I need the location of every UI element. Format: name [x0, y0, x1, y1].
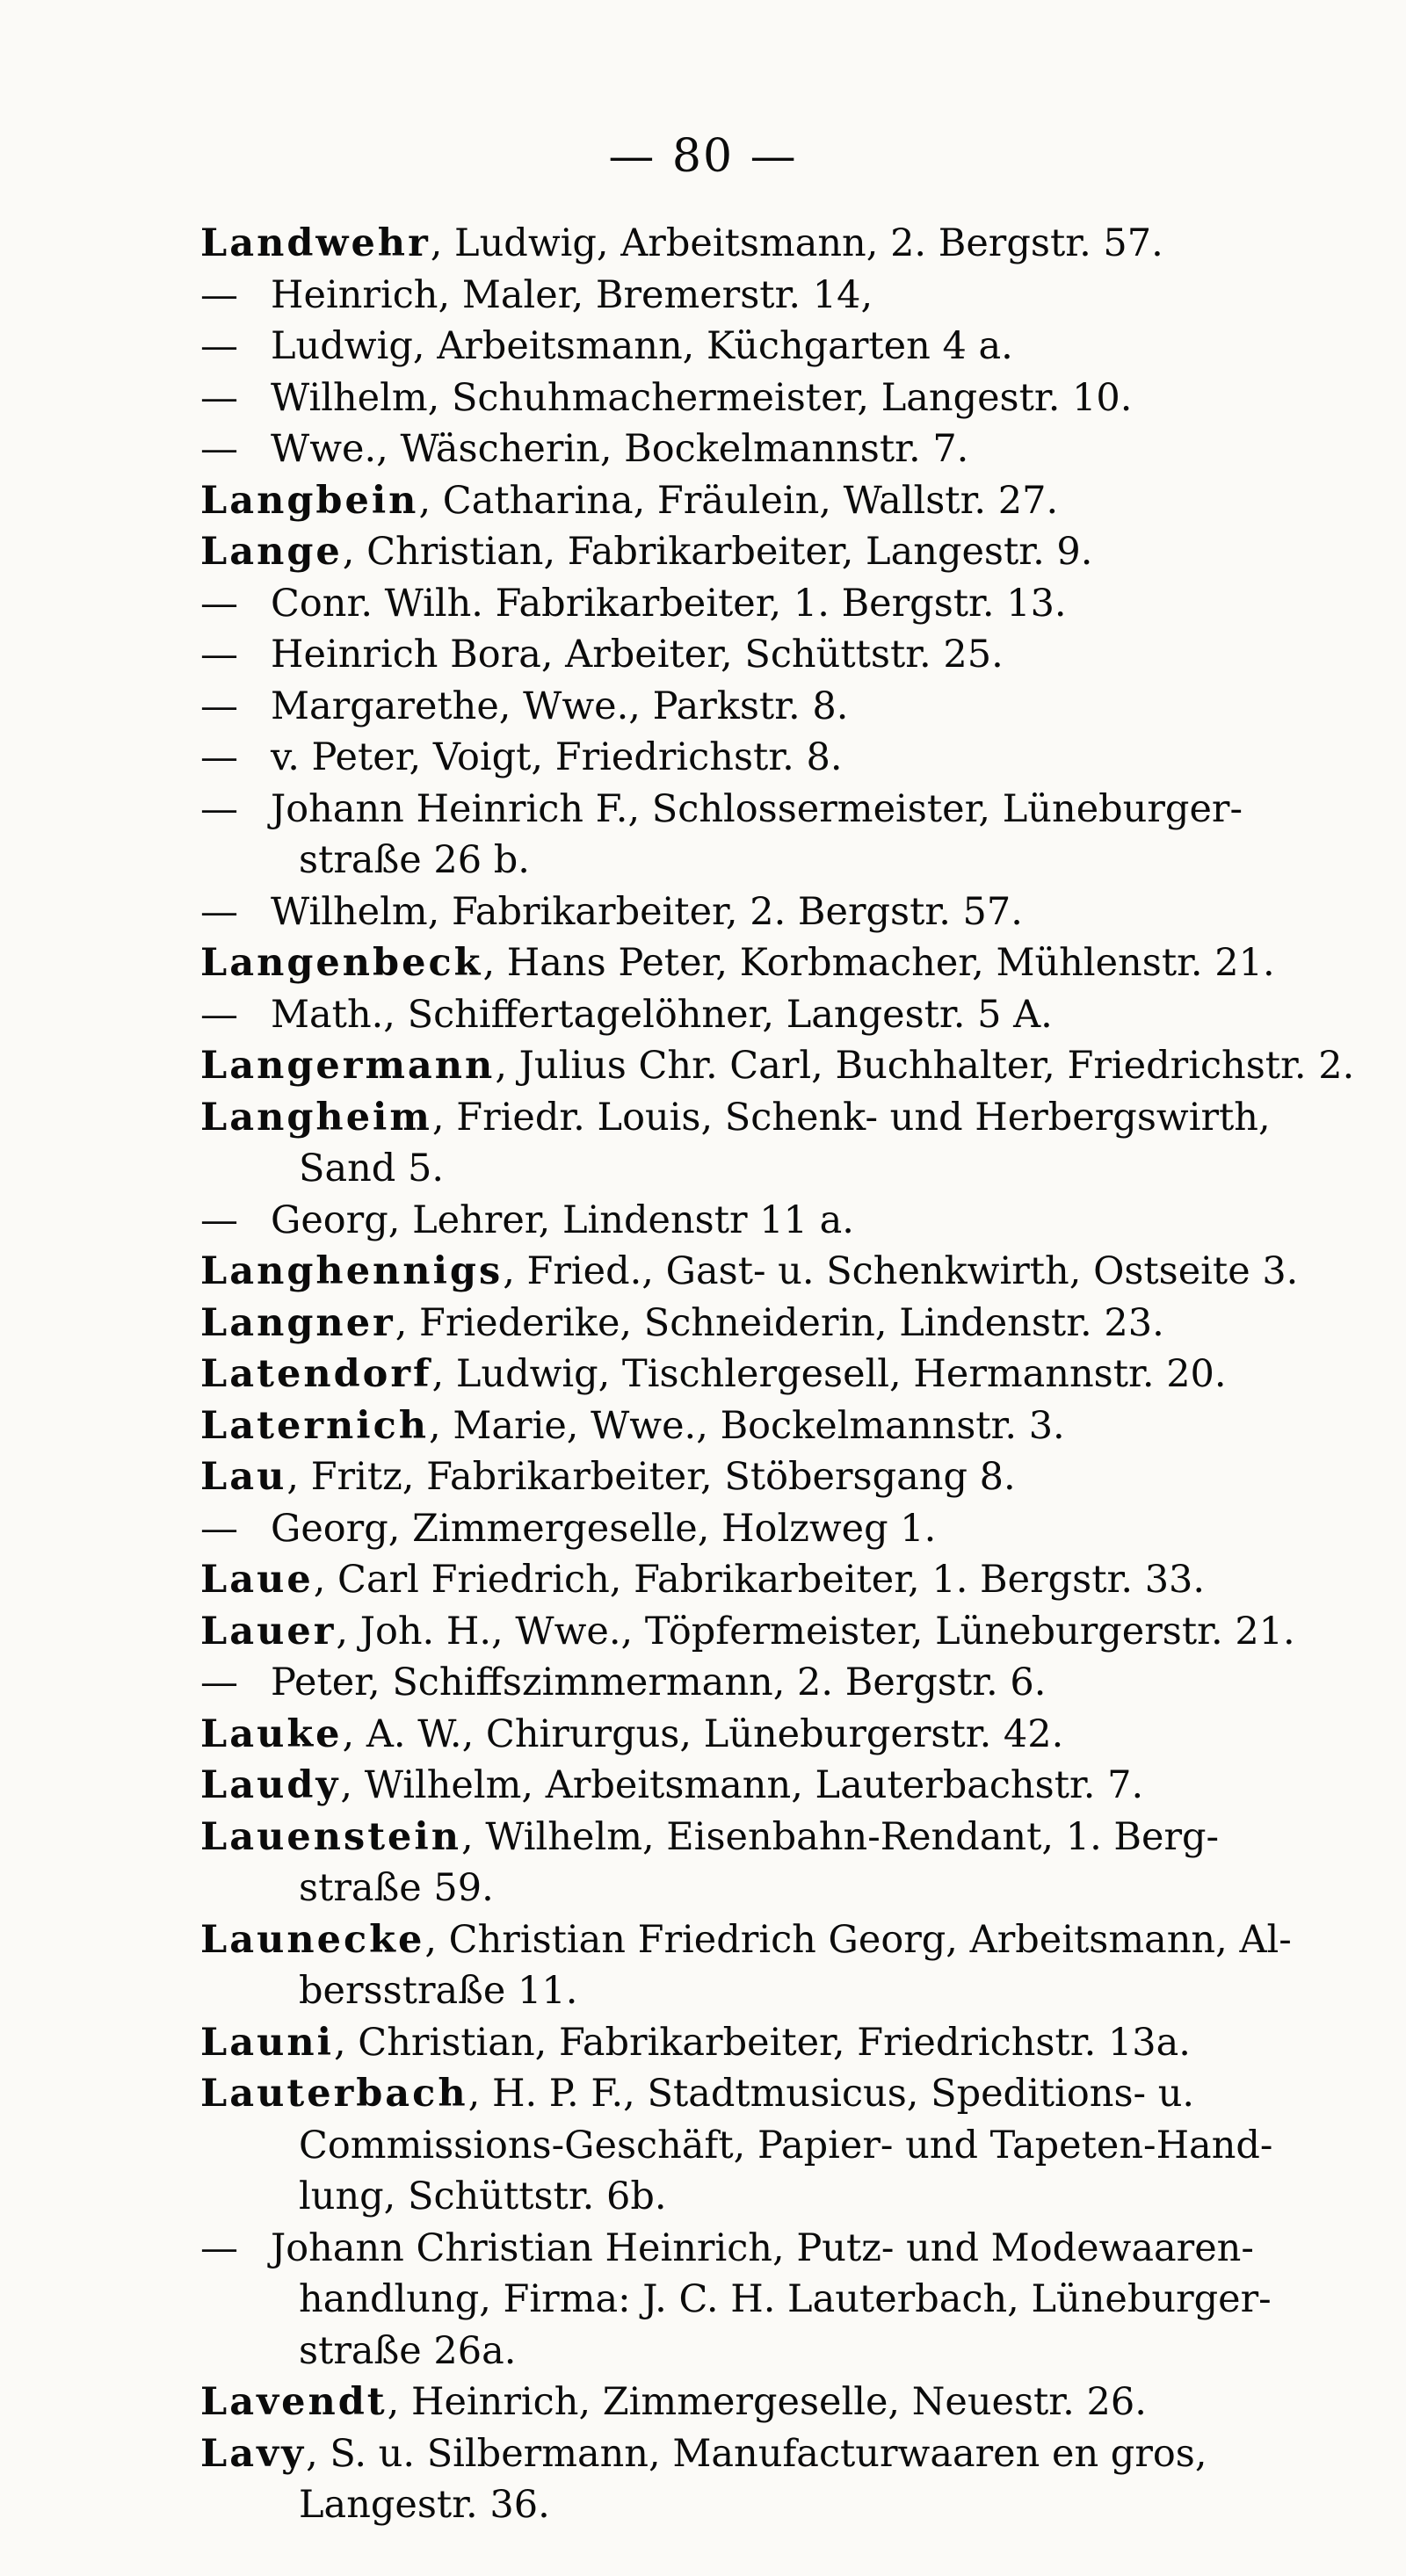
directory-entry: [200, 937, 1395, 989]
entry-surname: Laternich: [200, 1403, 430, 1448]
entry-details: , Julius Chr. Carl, Buchhalter, Friedrichstr. 2.: [495, 1044, 1355, 1088]
entry-surname: Landwehr: [200, 221, 431, 265]
entry-details: , S. u. Silbermann, Manufacturwaaren en gros,: [306, 2431, 1207, 2476]
directory-entry: [200, 373, 1395, 424]
directory-entry: [200, 321, 1395, 373]
entry-surname: Lau: [200, 1455, 287, 1499]
entry-details: Wwe., Wäscherin, Bockelmannstr. 7.: [271, 427, 969, 471]
entry-details: , Wilhelm, Arbeitsmann, Lauterbachstr. 7.: [340, 1763, 1144, 1807]
entry-details: , Ludwig, Tischlergesell, Hermannstr. 20.: [431, 1352, 1227, 1396]
entry-surname: Langhennigs: [200, 1249, 504, 1293]
entry-dash: —: [200, 324, 238, 368]
directory-entry: [200, 423, 1395, 475]
directory-entry: [200, 1451, 1395, 1503]
entry-surname: Lange: [200, 530, 343, 574]
entry-details: Georg, Lehrer, Lindenstr 11 a.: [271, 1198, 854, 1242]
entry-details: , Friederike, Schneiderin, Lindenstr. 23.: [395, 1300, 1164, 1345]
entry-continuation: bersstraße 11.: [299, 1969, 578, 2013]
directory-entry: [200, 578, 1395, 630]
directory-entry: [200, 1812, 1395, 1914]
directory-entry: [200, 1040, 1395, 1092]
directory-entry: [200, 681, 1395, 733]
entry-details: Wilhelm, Schuhmachermeister, Langestr. 10.: [271, 375, 1133, 420]
directory-entry: [200, 1657, 1395, 1709]
entry-continuation: lung, Schüttstr. 6b.: [299, 2174, 667, 2218]
entry-surname: Laue: [200, 1558, 314, 1602]
entry-details: Georg, Zimmergeselle, Holzweg 1.: [271, 1506, 937, 1551]
directory-entry: [200, 629, 1395, 681]
entry-details: , A. W., Chirurgus, Lüneburgerstr. 42.: [342, 1711, 1064, 1756]
entry-surname: Lavendt: [200, 2380, 388, 2424]
entry-details: Math., Schiffertagelöhner, Langestr. 5 A.: [271, 992, 1053, 1037]
directory-entry: [200, 1298, 1395, 1350]
entry-dash: —: [200, 735, 238, 779]
entry-surname: Langermann: [200, 1044, 496, 1088]
entry-continuation: straße 59.: [299, 1866, 494, 1910]
directory-entry: [200, 1195, 1395, 1247]
directory-entry: [200, 989, 1395, 1041]
entry-continuation: straße 26 b.: [299, 838, 530, 882]
entry-surname: Latendorf: [200, 1352, 432, 1396]
directory-entry: [200, 2377, 1395, 2428]
entry-details: , Christian, Fabrikarbeiter, Langestr. 9.: [342, 530, 1093, 574]
entry-details: , H. P. F., Stadtmusicus, Speditions- u.: [467, 2072, 1195, 2116]
entry-details: , Hans Peter, Korbmacher, Mühlenstr. 21.: [482, 941, 1275, 985]
entry-details: , Heinrich, Zimmergeselle, Neuestr. 26.: [387, 2380, 1147, 2424]
entry-details: Conr. Wilh. Fabrikarbeiter, 1. Bergstr. 13.: [271, 581, 1067, 626]
entry-continuation: Commissions-Geschäft, Papier- und Tapeten-Hand-: [299, 2123, 1273, 2167]
entry-dash: —: [200, 1198, 238, 1242]
directory-entry: [200, 784, 1395, 886]
entry-surname: Langner: [200, 1300, 395, 1345]
directory-entry: [200, 1760, 1395, 1812]
entry-details: , Ludwig, Arbeitsmann, 2. Bergstr. 57.: [430, 221, 1163, 265]
directory-entry: [200, 2223, 1395, 2377]
entry-continuation: Langestr. 36.: [299, 2483, 550, 2527]
entry-continuation: straße 26a.: [299, 2328, 517, 2373]
entry-details: Johann Christian Heinrich, Putz- und Modewaaren-: [271, 2225, 1254, 2270]
entry-details: , Christian Friedrich Georg, Arbeitsmann, Al-: [424, 1917, 1292, 1962]
entry-surname: Lavy: [200, 2431, 307, 2476]
entry-dash: —: [200, 889, 238, 934]
entry-surname: Langbein: [200, 478, 419, 523]
entry-dash: —: [200, 272, 238, 317]
directory-entry: [200, 1554, 1395, 1606]
directory-entry: [200, 2428, 1395, 2531]
directory-entry: [200, 1092, 1395, 1195]
directory-entry: [200, 218, 1395, 270]
directory-entry: [200, 1503, 1395, 1555]
directory-entry: [200, 1606, 1395, 1658]
entry-details: , Fritz, Fabrikarbeiter, Stöbersgang 8.: [286, 1455, 1016, 1499]
entry-details: , Fried., Gast- u. Schenkwirth, Ostseite 3.: [503, 1249, 1299, 1293]
directory-entry: [200, 886, 1395, 938]
entry-details: , Joh. H., Wwe., Töpfermeister, Lüneburgerstr. 21.: [336, 1609, 1295, 1653]
page-number: — 80 —: [608, 130, 798, 183]
entry-dash: —: [200, 684, 238, 728]
entry-dash: —: [200, 633, 238, 677]
entry-dash: —: [200, 427, 238, 471]
entry-surname: Laudy: [200, 1763, 341, 1807]
directory-entry: [200, 732, 1395, 784]
entry-details: , Catharina, Fräulein, Wallstr. 27.: [418, 478, 1059, 523]
directory-entry: [200, 1349, 1395, 1400]
directory-entry: [200, 2017, 1395, 2069]
entry-dash: —: [200, 1661, 238, 1704]
entry-surname: Lauke: [200, 1711, 343, 1756]
directory-entry: [200, 526, 1395, 578]
entry-surname: Langheim: [200, 1095, 432, 1140]
entry-surname: Launi: [200, 2020, 334, 2065]
entry-details: , Friedr. Louis, Schenk- und Herbergswirth,: [431, 1095, 1271, 1140]
directory-entry: [200, 2068, 1395, 2223]
entry-surname: Launecke: [200, 1917, 425, 1962]
entry-continuation: Sand 5.: [299, 1147, 445, 1190]
directory-entry: [200, 1400, 1395, 1452]
entry-details: Wilhelm, Fabrikarbeiter, 2. Bergstr. 57.: [271, 889, 1023, 934]
entry-details: , Christian, Fabrikarbeiter, Friedrichstr. 13a.: [333, 2020, 1191, 2065]
entry-details: Johann Heinrich F., Schlossermeister, Lüneburger-: [271, 786, 1243, 831]
entry-dash: —: [200, 2225, 238, 2270]
entry-surname: Lauer: [200, 1609, 337, 1653]
entry-surname: Lauenstein: [200, 1814, 462, 1859]
directory-entry: [200, 1246, 1395, 1298]
directory-entry: [200, 475, 1395, 527]
directory-entry: [200, 1914, 1395, 2017]
entry-details: , Carl Friedrich, Fabrikarbeiter, 1. Bergstr. 33.: [313, 1558, 1206, 1602]
entry-details: Heinrich, Maler, Bremerstr. 14,: [271, 272, 873, 317]
entry-details: Heinrich Bora, Arbeiter, Schüttstr. 25.: [271, 633, 1004, 677]
entry-details: Ludwig, Arbeitsmann, Küchgarten 4 a.: [271, 324, 1013, 368]
directory-entries: [200, 218, 1395, 2531]
entry-details: , Marie, Wwe., Bockelmannstr. 3.: [429, 1403, 1065, 1448]
entry-details: Margarethe, Wwe., Parkstr. 8.: [271, 684, 849, 728]
entry-dash: —: [200, 786, 238, 831]
entry-details: , Wilhelm, Eisenbahn-Rendant, 1. Berg-: [461, 1814, 1220, 1859]
entry-details: v. Peter, Voigt, Friedrichstr. 8.: [271, 735, 843, 779]
entry-dash: —: [200, 581, 238, 626]
entry-dash: —: [200, 992, 238, 1037]
entry-surname: Langenbeck: [200, 941, 483, 985]
directory-entry: [200, 270, 1395, 322]
entry-dash: —: [200, 1506, 238, 1551]
entry-surname: Lauterbach: [200, 2072, 468, 2116]
directory-entry: [200, 1709, 1395, 1761]
entry-details: Peter, Schiffszimmermann, 2. Bergstr. 6.: [271, 1661, 1047, 1704]
entry-continuation: handlung, Firma: J. C. H. Lauterbach, Lüneburger-: [299, 2277, 1272, 2321]
entry-dash: —: [200, 375, 238, 420]
